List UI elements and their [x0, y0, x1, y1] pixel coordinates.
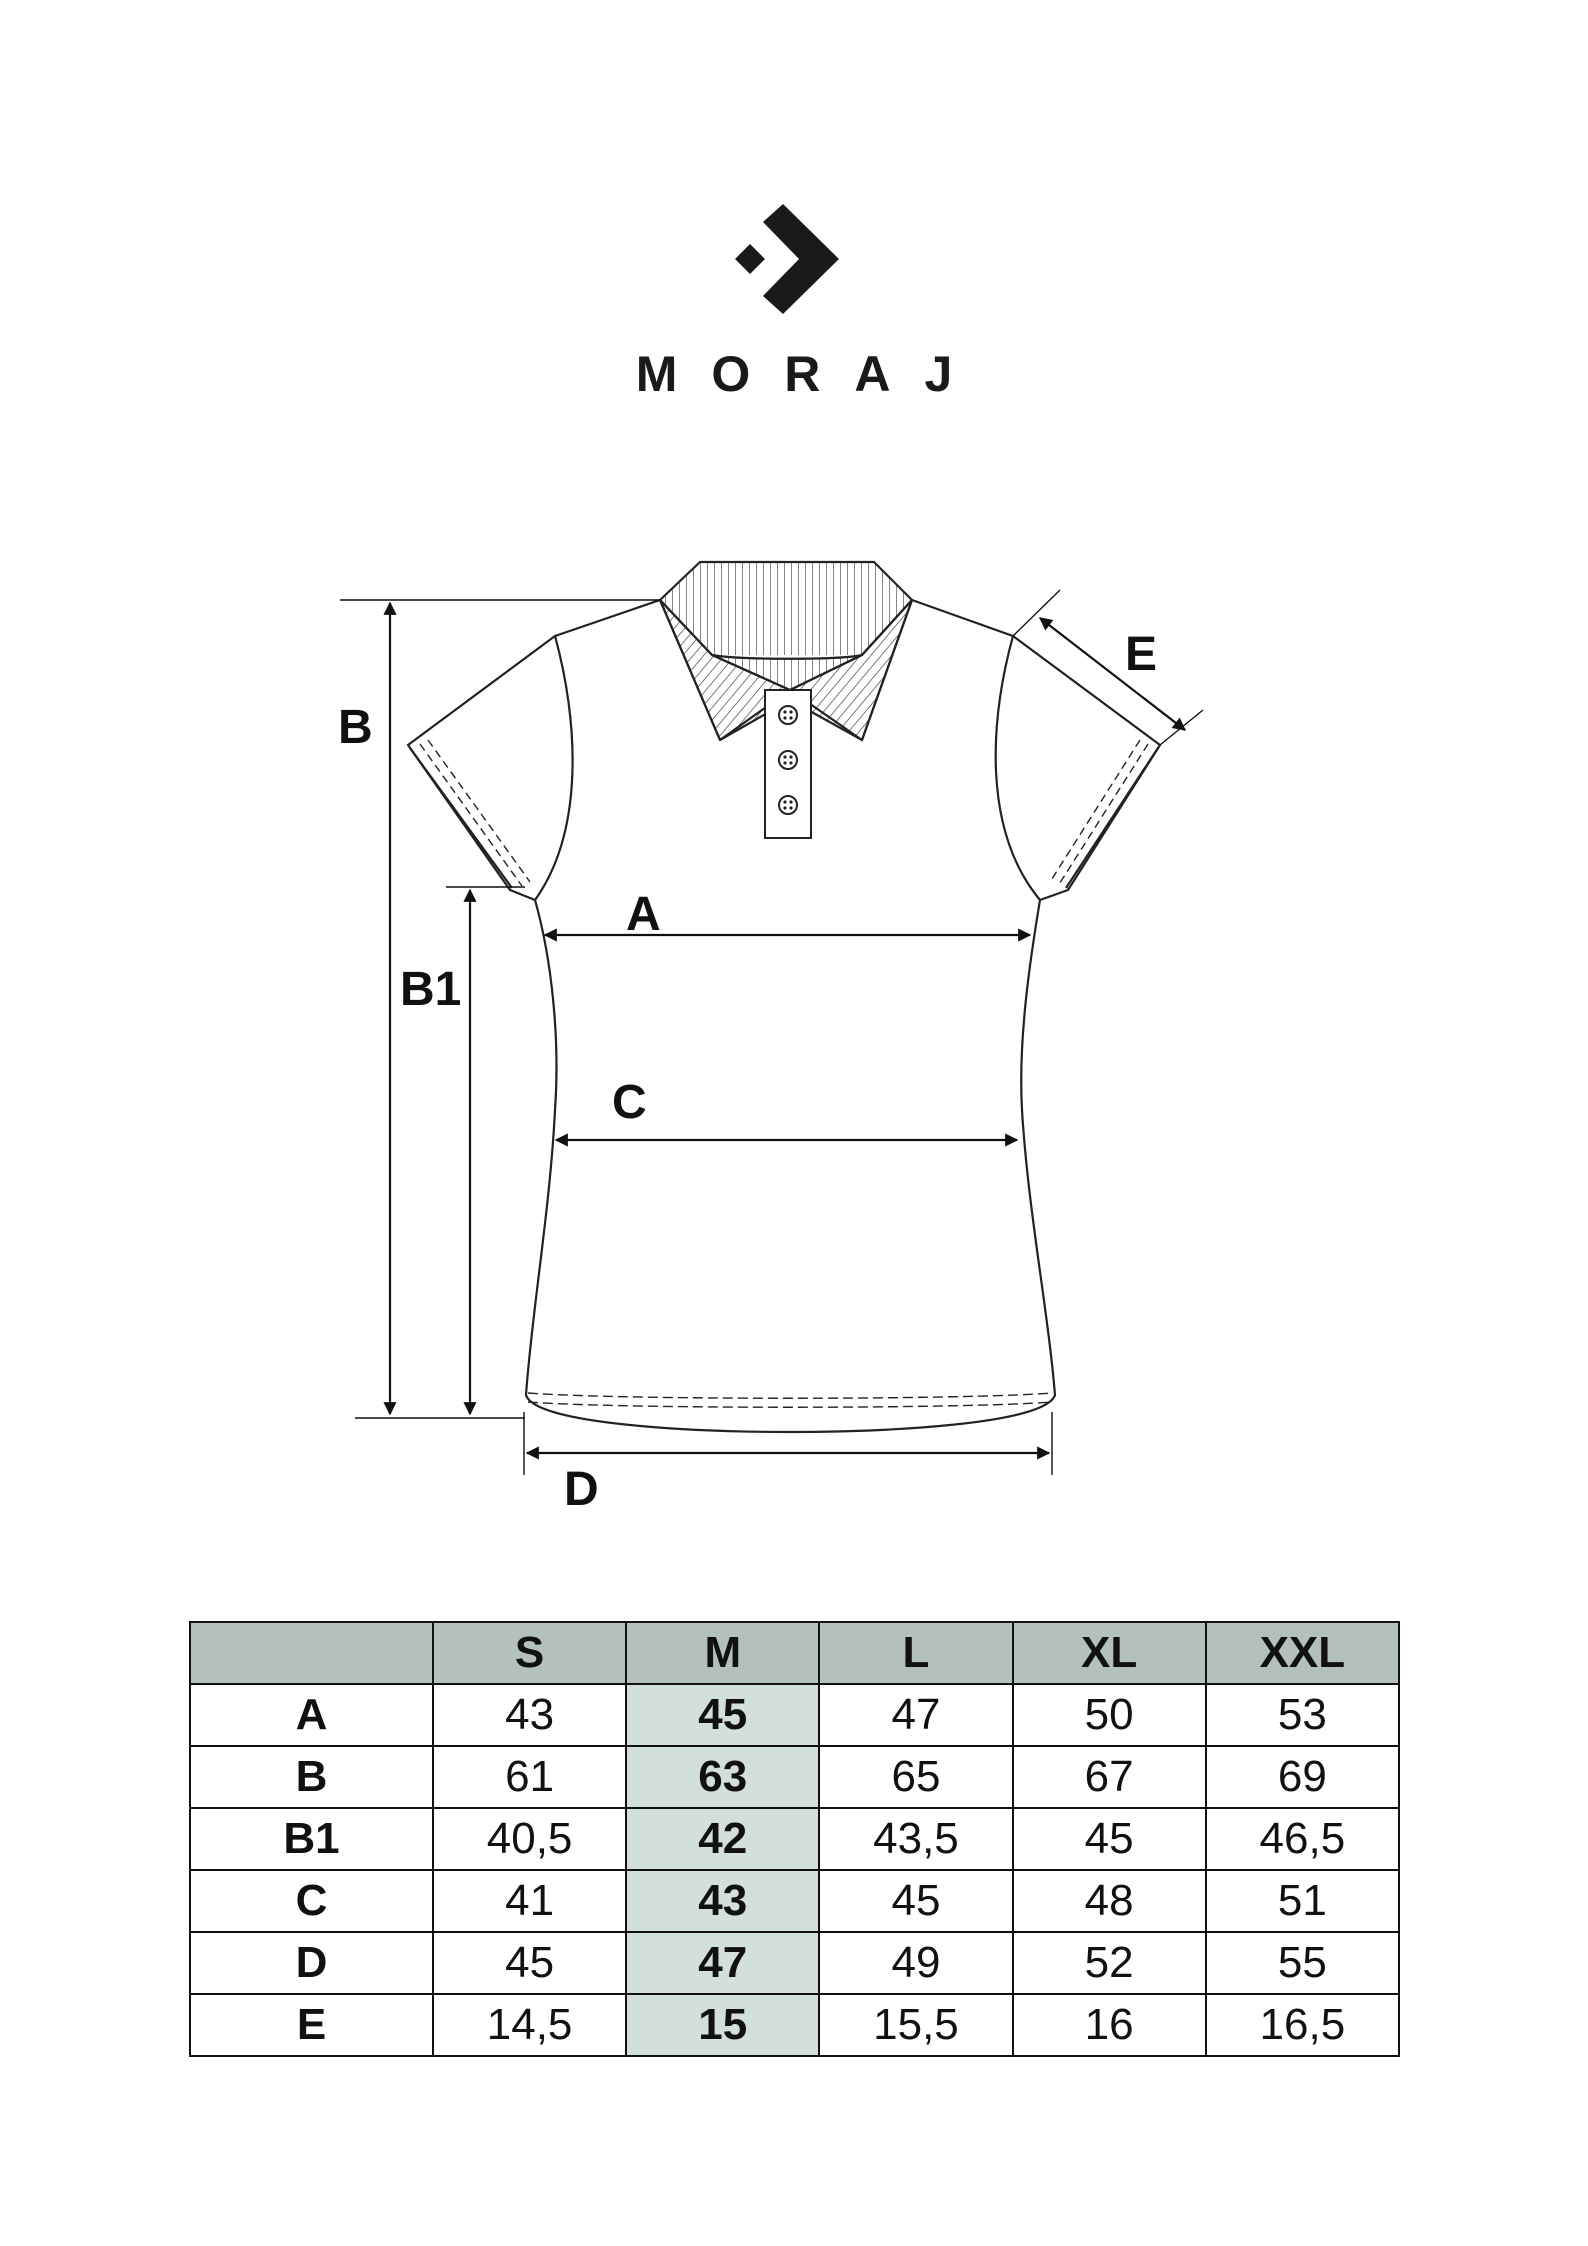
label-B: B [338, 701, 373, 754]
table-body [190, 1684, 1399, 2056]
row-label: B1 [190, 1808, 433, 1870]
measure-cell: 48 [1013, 1870, 1206, 1932]
measure-cell: 69 [1206, 1746, 1399, 1808]
row-label: C [190, 1870, 433, 1932]
placket [765, 690, 811, 838]
measure-cell: 65 [819, 1746, 1012, 1808]
row-label: E [190, 1994, 433, 2056]
label-D: D [564, 1463, 599, 1516]
measure-cell: 46,5 [1206, 1808, 1399, 1870]
label-E: E [1125, 628, 1158, 681]
measure-cell: 43,5 [819, 1808, 1012, 1870]
table-row [190, 1932, 1399, 1994]
brand-name: MORAJ [635, 346, 987, 402]
size-header-xl: XL [1013, 1622, 1206, 1684]
measure-cell: 15 [626, 1994, 819, 2056]
size-header-l: L [819, 1622, 1012, 1684]
measure-cell: 45 [626, 1684, 819, 1746]
measure-cell: 16 [1013, 1994, 1206, 2056]
measure-cell: 61 [433, 1746, 626, 1808]
table-row [190, 1746, 1399, 1808]
label-B1: B1 [400, 963, 462, 1016]
measure-cell: 47 [626, 1932, 819, 1994]
measure-cell: 43 [433, 1684, 626, 1746]
size-header-xxl: XXL [1206, 1622, 1399, 1684]
measure-cell: 50 [1013, 1684, 1206, 1746]
measure-cell: 45 [819, 1870, 1012, 1932]
table-row [190, 1684, 1399, 1746]
measure-cell: 53 [1206, 1684, 1399, 1746]
table-corner-cell [190, 1622, 433, 1684]
measure-cell: 67 [1013, 1746, 1206, 1808]
label-C: C [612, 1076, 647, 1129]
measure-cell: 63 [626, 1746, 819, 1808]
measure-cell: 51 [1206, 1870, 1399, 1932]
measure-cell: 45 [433, 1932, 626, 1994]
table-row [190, 1808, 1399, 1870]
row-label: A [190, 1684, 433, 1746]
measure-cell: 49 [819, 1932, 1012, 1994]
table-header-row [190, 1622, 1399, 1684]
measure-cell: 55 [1206, 1932, 1399, 1994]
label-A: A [626, 888, 661, 941]
table-row [190, 1870, 1399, 1932]
row-label: B [190, 1746, 433, 1808]
measure-cell: 42 [626, 1808, 819, 1870]
measure-cell: 14,5 [433, 1994, 626, 2056]
measure-cell: 47 [819, 1684, 1012, 1746]
measure-cell: 45 [1013, 1808, 1206, 1870]
measure-cell: 41 [433, 1870, 626, 1932]
size-header-s: S [433, 1622, 626, 1684]
measure-cell: 43 [626, 1870, 819, 1932]
measure-cell: 52 [1013, 1932, 1206, 1994]
size-header-m: M [626, 1622, 819, 1684]
table-row [190, 1994, 1399, 2056]
row-label: D [190, 1932, 433, 1994]
measure-cell: 15,5 [819, 1994, 1012, 2056]
measure-cell: 40,5 [433, 1808, 626, 1870]
measure-cell: 16,5 [1206, 1994, 1399, 2056]
size-chart-table [189, 1621, 1400, 2057]
